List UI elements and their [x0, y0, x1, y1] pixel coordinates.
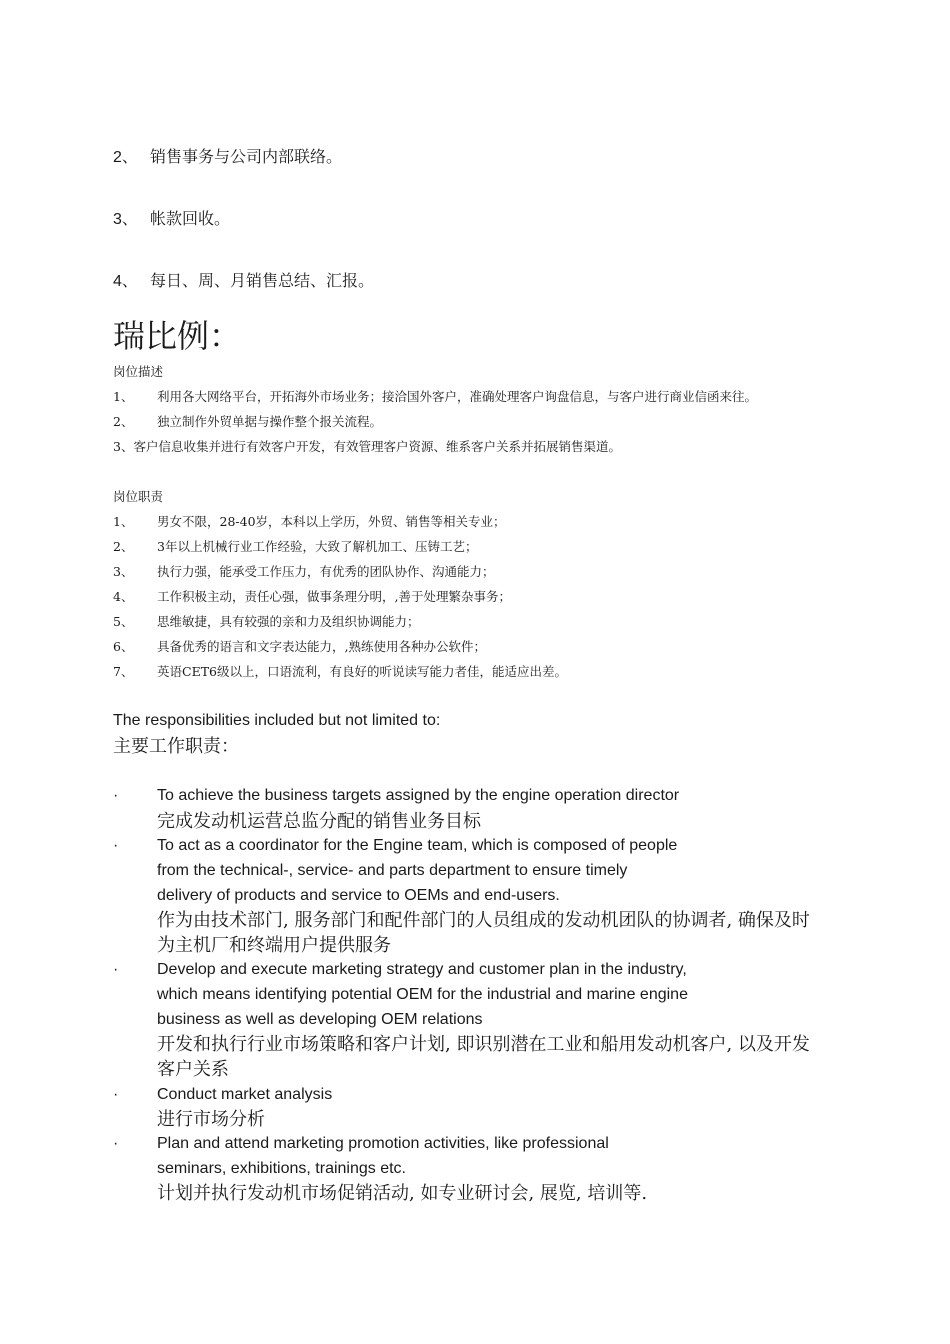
- item-text: 男女不限，28-40岁，本科以上学历，外贸、销售等相关专业；: [157, 514, 506, 529]
- requirement-item: [113, 614, 420, 630]
- requirement-item: [113, 639, 486, 655]
- bullet-en-line: Develop and execute marketing strategy and customer plan in the industry,: [157, 961, 687, 978]
- bullet-cn-line: 作为由技术部门, 服务部门和配件部门的人员组成的发动机团队的协调者, 确保及时: [157, 910, 810, 931]
- item-number: 3、: [113, 564, 134, 579]
- item-text: 具备优秀的语言和文字表达能力，,熟练使用各种办公软件；: [157, 639, 486, 654]
- item-text: 3、客户信息收集并进行有效客户开发，有效管理客户资源、维系客户关系并拓展销售渠道。: [113, 439, 621, 454]
- bullet-en-line: To act as a coordinator for the Engine team, which is composed of people: [157, 837, 678, 854]
- bullet-en-line: business as well as developing OEM relations: [157, 1011, 483, 1028]
- section-title-description: 岗位描述: [113, 364, 164, 379]
- item-number: 6、: [113, 639, 134, 654]
- item-number: 4、: [113, 273, 138, 290]
- bullet-cn-line: 完成发动机运营总监分配的销售业务目标: [157, 811, 481, 832]
- bullet-dot: ·: [113, 787, 119, 804]
- item-text: 利用各大网络平台，开拓海外市场业务；接洽国外客户，准确处理客户询盘信息，与客户进行商业信函来往。: [157, 389, 758, 404]
- item-number: 1、: [113, 389, 134, 404]
- item-text: 英语CET6级以上，口语流利，有良好的听说读写能力者佳，能适应出差。: [157, 664, 567, 679]
- bullet-cn-line: 客户关系: [157, 1059, 229, 1080]
- bullet-en-line: delivery of products and service to OEMs and end-users.: [157, 887, 560, 904]
- requirement-item: [113, 539, 477, 555]
- requirement-item: [113, 564, 495, 580]
- description-item: [113, 439, 621, 455]
- section-title-duties: 岗位职责: [113, 489, 164, 504]
- bullet-dot: ·: [113, 1086, 119, 1103]
- description-item: [113, 414, 382, 430]
- item-number: 1、: [113, 514, 134, 529]
- bullet-dot: ·: [113, 961, 119, 978]
- bullet-en-line: Plan and attend marketing promotion activities, like professional: [157, 1135, 609, 1152]
- top-list-item: [113, 209, 230, 230]
- top-list-item: [113, 147, 342, 168]
- item-text: 工作积极主动，责任心强，做事条理分明，,善于处理繁杂事务；: [157, 589, 511, 604]
- item-text: 帐款回收。: [150, 209, 231, 228]
- bullet-en-line: Conduct market analysis: [157, 1086, 333, 1103]
- requirement-item: [113, 589, 511, 605]
- item-text: 销售事务与公司内部联络。: [150, 147, 343, 166]
- item-text: 3年以上机械行业工作经验，大致了解机加工、压铸工艺；: [157, 539, 478, 554]
- responsibilities-intro-en: The responsibilities included but not limited to:: [113, 712, 441, 729]
- item-number: 3、: [113, 211, 138, 228]
- bullet-en-line: from the technical-, service- and parts department to ensure timely: [157, 862, 628, 879]
- item-number: 4、: [113, 589, 134, 604]
- bullet-en-line: which means identifying potential OEM for the industrial and marine engine: [157, 986, 688, 1003]
- bullet-dot: ·: [113, 837, 119, 854]
- item-text: 执行力强，能承受工作压力，有优秀的团队协作、沟通能力；: [157, 564, 495, 579]
- requirement-item: [113, 664, 567, 680]
- top-list-item: [113, 271, 374, 292]
- bullet-cn-line: 开发和执行行业市场策略和客户计划, 即识别潜在工业和船用发动机客户, 以及开发: [157, 1034, 810, 1055]
- item-text: 每日、周、月销售总结、汇报。: [150, 271, 375, 290]
- bullet-cn-line: 进行市场分析: [157, 1109, 265, 1130]
- bullet-cn-line: 计划并执行发动机市场促销活动, 如专业研讨会, 展览, 培训等.: [157, 1183, 648, 1204]
- item-text: 独立制作外贸单据与操作整个报关流程。: [157, 414, 383, 429]
- bullet-cn-line: 为主机厂和终端用户提供服务: [157, 935, 391, 956]
- description-item: [113, 389, 757, 405]
- responsibilities-intro-cn: 主要工作职责：: [113, 736, 239, 757]
- bullet-en-line: seminars, exhibitions, trainings etc.: [157, 1160, 406, 1177]
- item-number: 2、: [113, 414, 134, 429]
- item-number: 7、: [113, 664, 134, 679]
- company-heading: 瑞比例：: [113, 317, 242, 355]
- item-number: 2、: [113, 149, 138, 166]
- requirement-item: [113, 514, 506, 530]
- item-number: 2、: [113, 539, 134, 554]
- item-number: 5、: [113, 614, 134, 629]
- bullet-dot: ·: [113, 1135, 119, 1152]
- item-text: 思维敏捷，具有较强的亲和力及组织协调能力；: [157, 614, 420, 629]
- bullet-en-line: To achieve the business targets assigned by the engine operation director: [157, 787, 680, 804]
